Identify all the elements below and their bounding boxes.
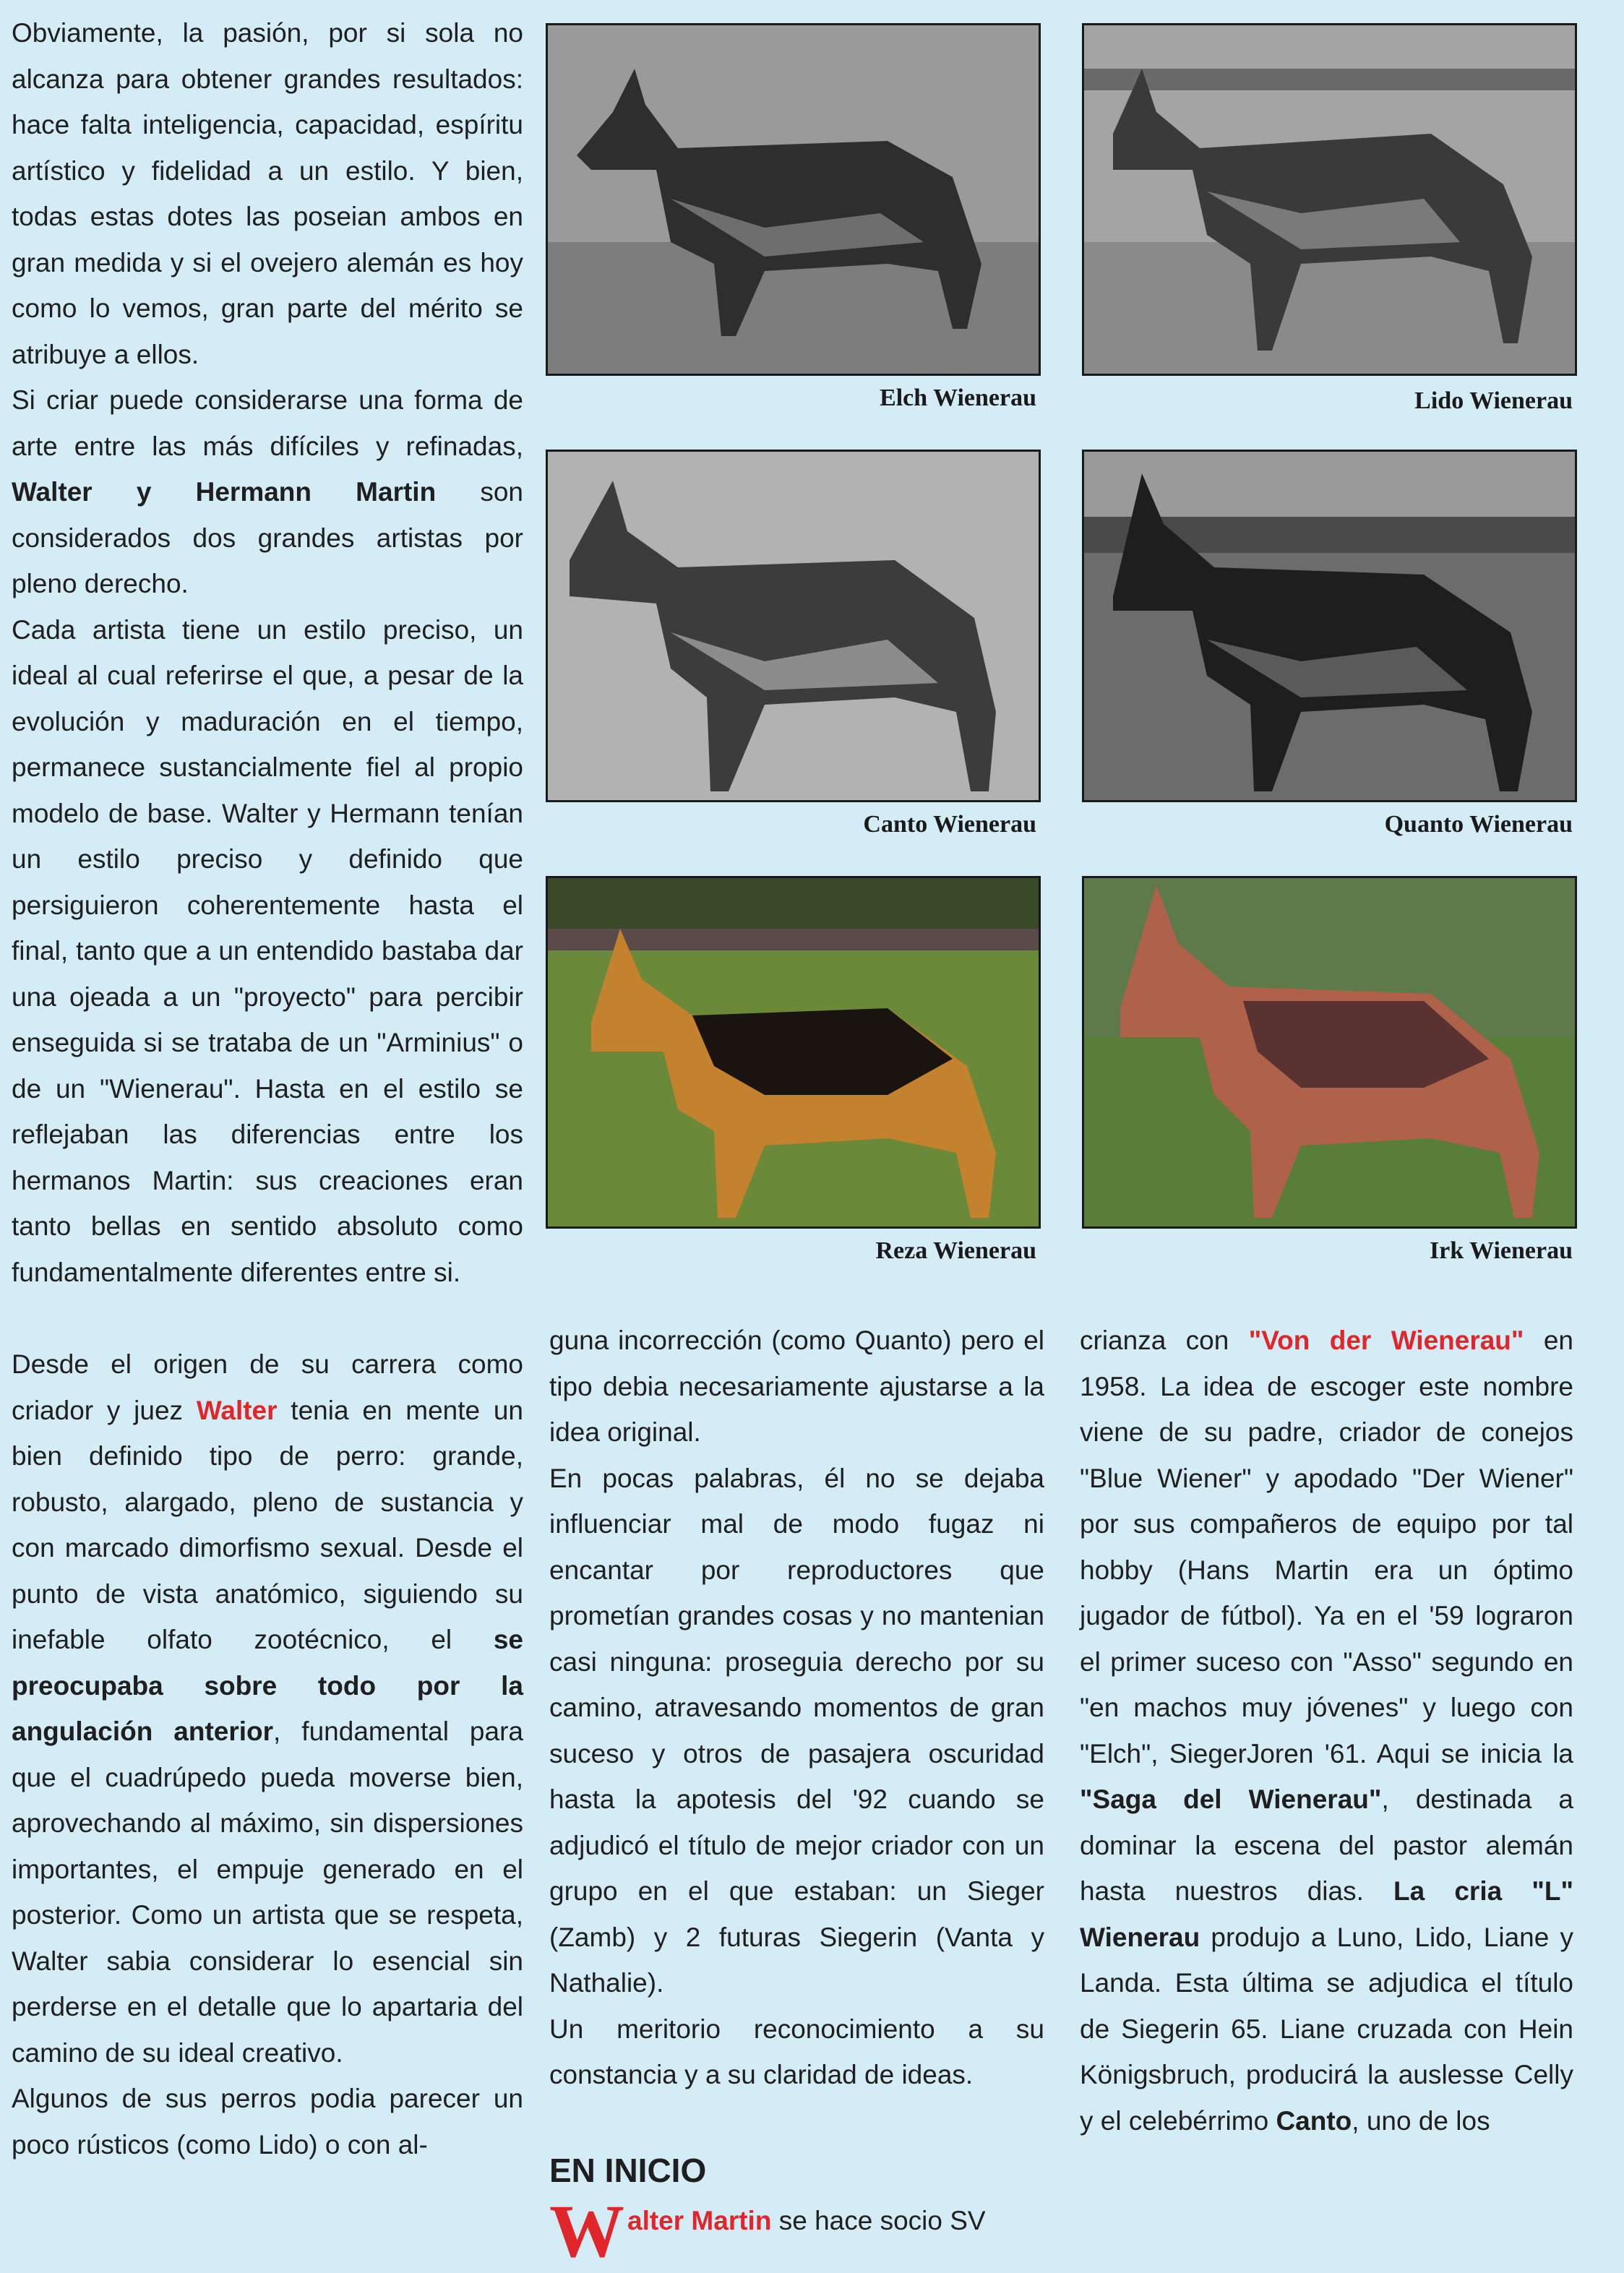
paragraph-intro: Obviamente, la pasión, por si sola no alcanza para obtener grandes resultados: hace falta inteligencia, capacidad, espíritu artístico y fidelidad a un estilo. Y bien, todas estas dotes las poseian ambos en gran medida y si el ovejero alemán es hoy como lo vemos, gran parte del mérito se atribuye a ellos. <box>12 18 523 369</box>
drop-cap: W <box>549 2189 624 2273</box>
text-span: en 1958. La idea de escoger este nombre viene de su padre, criador de conejos "Blue Wiener" y apodado "Der Wiener" por sus compañeros de equipo por tal hobby (Hans Martin era un óptimo jugador de fútbol). Ya en el '59 lograron el primer suceso con "Asso" segundo en "en machos muy jóvenes" y luego con "Elch", SiegerJoren '61. Aqui se inicia la <box>1080 1325 1573 1769</box>
paragraph-style: Cada artista tiene un estilo preciso, un ideal al cual referirse el que, a pesar de la evolución y maduración en el tiempo, permanece sustancialmente fiel al propio modelo de base. Walter y Hermann tenían un estilo preciso y definido que persiguieron coherentemente hasta el final, tanto que a un entendido bastaba dar una ojeada a un "proyecto" para percibir enseguida si se trataba de un "Arminius" o de un "Wienerau". Hasta en el estilo se reflejaban las diferencias entre los hermanos Martin: sus creaciones eran tanto bellas en sentido absoluto como fundamentalmente diferentes entre si. <box>12 614 523 1287</box>
spacer <box>12 1295 523 1341</box>
text-span: , destinada a dominar la escena del pastor alemán hasta nuestros dias. <box>1080 1784 1573 1906</box>
caption-reza: Reza Wienerau <box>875 1237 1036 1264</box>
text-span: Desde el origen de su carrera como criador y juez <box>12 1349 523 1425</box>
highlight-von-der-wienerau: "Von der Wienerau" <box>1248 1325 1524 1355</box>
caption-lido: Lido Wienerau <box>1414 387 1573 414</box>
photo-lido <box>1082 23 1577 376</box>
text-span: Si criar puede considerarse una forma de arte entre las más difíciles y refinadas, <box>12 385 523 461</box>
paragraph-reconocimiento: Un meritorio reconocimiento a su constancia y a su claridad de ideas. <box>549 2014 1044 2089</box>
highlight-walter: Walter <box>196 1395 278 1425</box>
photo-elch <box>546 23 1041 376</box>
bold-angulacion: se preocupaba sobre todo por la angulación anterior <box>12 1625 523 1746</box>
caption-irk: Irk Wienerau <box>1429 1237 1573 1264</box>
paragraph-crianza <box>1080 1318 1573 2144</box>
caption-quanto: Quanto Wienerau <box>1384 811 1573 838</box>
dog-photo-bw <box>548 452 1039 800</box>
paragraph-perros: Algunos de sus perros podia parecer un poco rústicos (como Lido) o con al- <box>12 2084 523 2160</box>
dog-photo-color <box>1084 878 1575 1226</box>
photo-reza <box>546 876 1041 1229</box>
highlight-walter-martin: alter Martin <box>627 2205 772 2235</box>
photo-quanto <box>1082 450 1577 802</box>
text-span: tenia en mente un bien definido tipo de perro: grande, robusto, alargado, pleno de sustancia y con marcado dimorfismo sexual. Desde el punto de vista anatómico, siguiendo su inefable olfato zootécnico, el <box>12 1395 524 1654</box>
bold-canto: Canto <box>1276 2105 1352 2136</box>
dog-photo-color <box>548 878 1039 1226</box>
caption-elch: Elch Wienerau <box>880 384 1036 411</box>
middle-column <box>549 1318 1044 2273</box>
bold-saga: "Saga del Wienerau" <box>1080 1784 1382 1814</box>
bold-names: Walter y Hermann Martin <box>12 477 437 507</box>
text-span: , uno de los <box>1352 2105 1490 2136</box>
paragraph-inicio <box>549 2189 1044 2273</box>
left-column <box>12 10 523 2167</box>
paragraph-artists <box>12 377 523 607</box>
text-span: produjo a Luno, Lido, Liane y Landa. Esta última se adjudica el título de Siegerin 65. Liane cruzada con Hein Königsbruch, producirá la auslesse Celly y el celebérrimo <box>1080 1922 1573 2136</box>
right-column <box>1080 1318 1573 2144</box>
dog-photo-bw <box>1084 25 1575 374</box>
text-span: , fundamental para que el cuadrúpedo pueda moverse bien, aprovechando al máximo, sin dispersiones importantes, el empuje generado en el posterior. Como un artista que se respeta, Walter sabia considerar lo esencial sin perderse en el detalle que lo apartaria del camino de su ideal creativo. <box>12 1716 523 2068</box>
paragraph-quanto: guna incorrección (como Quanto) pero el tipo debia necesariamente ajustarse a la idea original. <box>549 1325 1044 1447</box>
dog-photo-bw <box>1084 452 1575 800</box>
caption-canto: Canto Wienerau <box>863 811 1036 838</box>
section-heading: EN INICIO <box>549 2151 707 2189</box>
paragraph-influencia: En pocas palabras, él no se dejaba influenciar mal de modo fugaz ni encantar por reproductores que prometían grandes cosas y no mantenian casi ninguna: proseguia derecho por su camino, atravesando momentos de gran suceso y otros de pasajera oscuridad hasta la apotesis del '92 cuando se adjudicó el título de mejor criador con un grupo en el que estaban: un Sieger (Zamb) y 2 futuras Siegerin (Vanta y Nathalie). <box>549 1463 1044 1998</box>
paragraph-walter <box>12 1341 523 2076</box>
text-span: crianza con <box>1080 1325 1249 1355</box>
photo-canto <box>546 450 1041 802</box>
bold-cria-l: La cria "L" Wienerau <box>1080 1876 1573 1952</box>
text-span: se hace socio SV <box>771 2205 986 2235</box>
dog-photo-bw <box>548 25 1039 374</box>
photo-irk <box>1082 876 1577 1229</box>
text-span: son considerados dos grandes artistas por pleno derecho. <box>12 477 523 598</box>
